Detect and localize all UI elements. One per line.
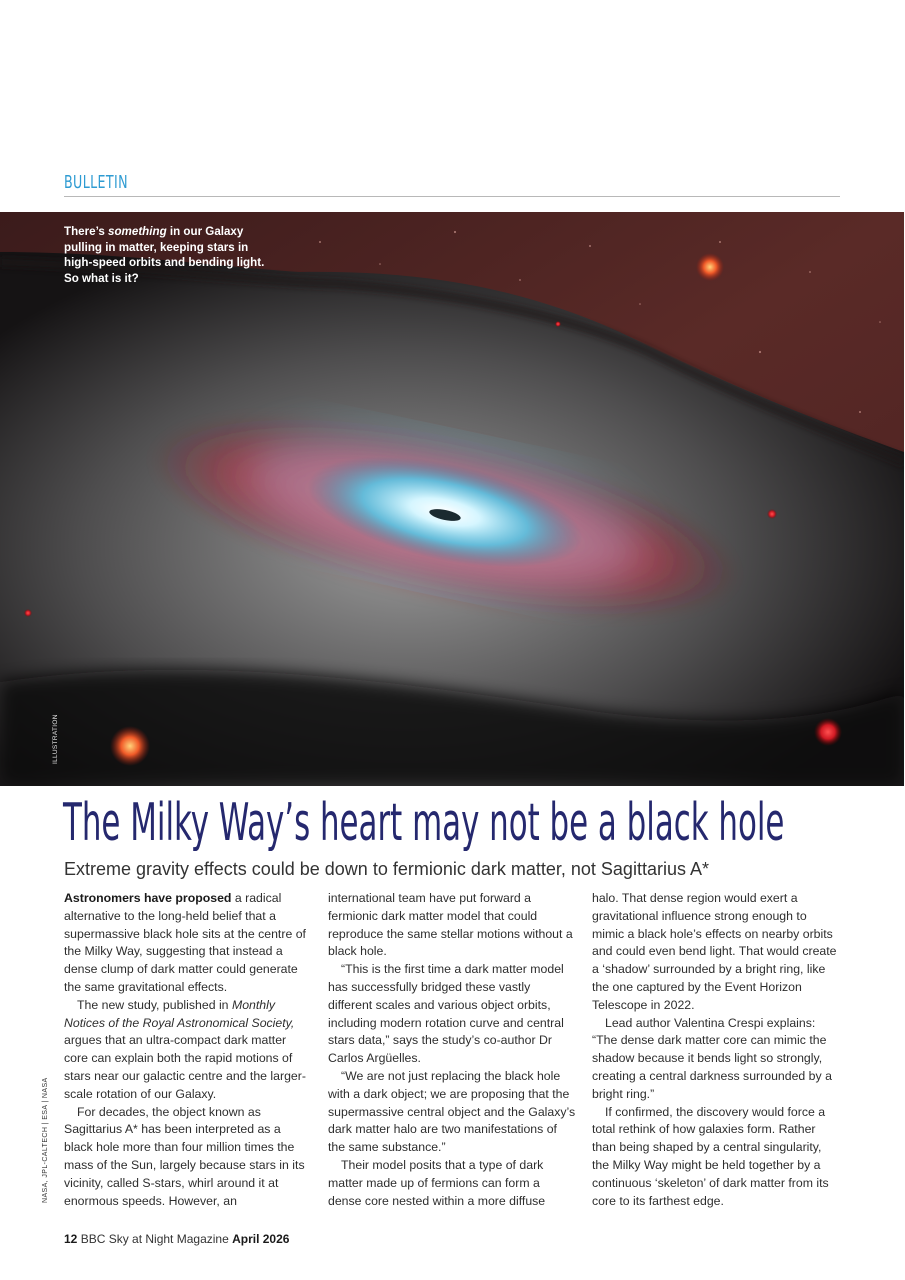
hero-caption bbox=[64, 224, 269, 286]
caption-text-start: There’s bbox=[64, 225, 109, 238]
illustration-credit: ILLUSTRATION bbox=[52, 714, 59, 764]
section-divider bbox=[64, 196, 840, 197]
article-column-1 bbox=[64, 890, 312, 1210]
paragraph-1 bbox=[64, 890, 312, 997]
article-column-2 bbox=[328, 890, 576, 1210]
paragraph-3: For decades, the object known as Sagittarius A* has been interpreted as a black hole more than four million times the mass of the Sun, largely because stars in its vicinity, called S-stars, whirl around it at enormous speeds. However, an bbox=[64, 1104, 305, 1208]
paragraph-2-end: argues that an ultra-compact dark matter core can explain both the rapid motions of stars near our galactic centre and the larger-scale rotation of our Galaxy. bbox=[64, 1033, 306, 1101]
article-headline: The Milky Way’s heart may not be a black hole bbox=[63, 793, 785, 853]
paragraph-5: “We are not just replacing the black hole with a dark object; we are proposing that the supermassive central object and the Galaxy’s dark matter halo are two manifestations of the same substance.” bbox=[328, 1068, 576, 1155]
page-footer bbox=[64, 1232, 289, 1246]
caption-text-end: in our Galaxy pulling in matter, keeping stars in high-speed orbits and bending light. So what is it? bbox=[64, 225, 265, 285]
journal-name: Monthly Notices of the Royal Astronomical Society, bbox=[64, 997, 295, 1030]
article-standfirst: Extreme gravity effects could be down to fermionic dark matter, not Sagittarius A* bbox=[64, 859, 709, 879]
caption-emphasis: something bbox=[108, 225, 167, 238]
paragraph-4: “This is the first time a dark matter model has successfully bridged these vastly different scales and various object orbits, including modern rotation curve and central stars data,” says the study’s co-author Dr Carlos Argüelles. bbox=[328, 962, 564, 1066]
article-column-3 bbox=[592, 890, 840, 1210]
page-number: 12 bbox=[64, 1232, 78, 1246]
paragraph-6: Their model posits that a type of dark matter made up of fermions can form a dense core nested within a more diffuse bbox=[328, 1157, 546, 1208]
paragraph-7: Lead author Valentina Crespi explains: “The dense dark matter core can mimic the shadow because it bends light so strongly, creating a central darkness surrounded by a bright ring.” bbox=[592, 1015, 832, 1101]
paragraph-6-continued: halo. That dense region would exert a gravitational influence strong enough to mimic a black hole’s effects on nearby orbits and could even bend light. That would create a ‘shadow’ surrounded by a bright ring, like the one captured by the Event Horizon Telescope in 2022. bbox=[592, 891, 837, 1012]
paragraph-1-text: a radical alternative to the long-held belief that a supermassive black hole sits at the centre of the Milky Way, suggesting that instead a dense clump of dark matter could generate the same gravitational effects. bbox=[64, 891, 306, 994]
magazine-name: BBC Sky at Night Magazine bbox=[77, 1232, 233, 1246]
galaxy-illustration bbox=[0, 212, 904, 786]
paragraph-3-continued: international team have put forward a fermionic dark matter model that could reproduce the same stellar motions without a black hole. bbox=[328, 891, 573, 959]
paragraph-2 bbox=[64, 997, 312, 1104]
paragraph-8: If confirmed, the discovery would force a total rethink of how galaxies form. Rather than being shaped by a central singularity, the Milky Way might be held together by a continuous ‘skeleton’ of dark matter from its core to its farthest edge. bbox=[592, 1104, 829, 1208]
issue-date: April 2026 bbox=[232, 1232, 290, 1246]
paragraph-2-start: The new study, published in bbox=[77, 997, 232, 1012]
hero-illustration bbox=[0, 212, 904, 786]
lead-in: Astronomers have proposed bbox=[64, 891, 232, 905]
photo-credit: NASA, JPL-CALTECH | ESA | NASA bbox=[42, 1077, 49, 1203]
section-label: BULLETIN bbox=[64, 172, 128, 193]
